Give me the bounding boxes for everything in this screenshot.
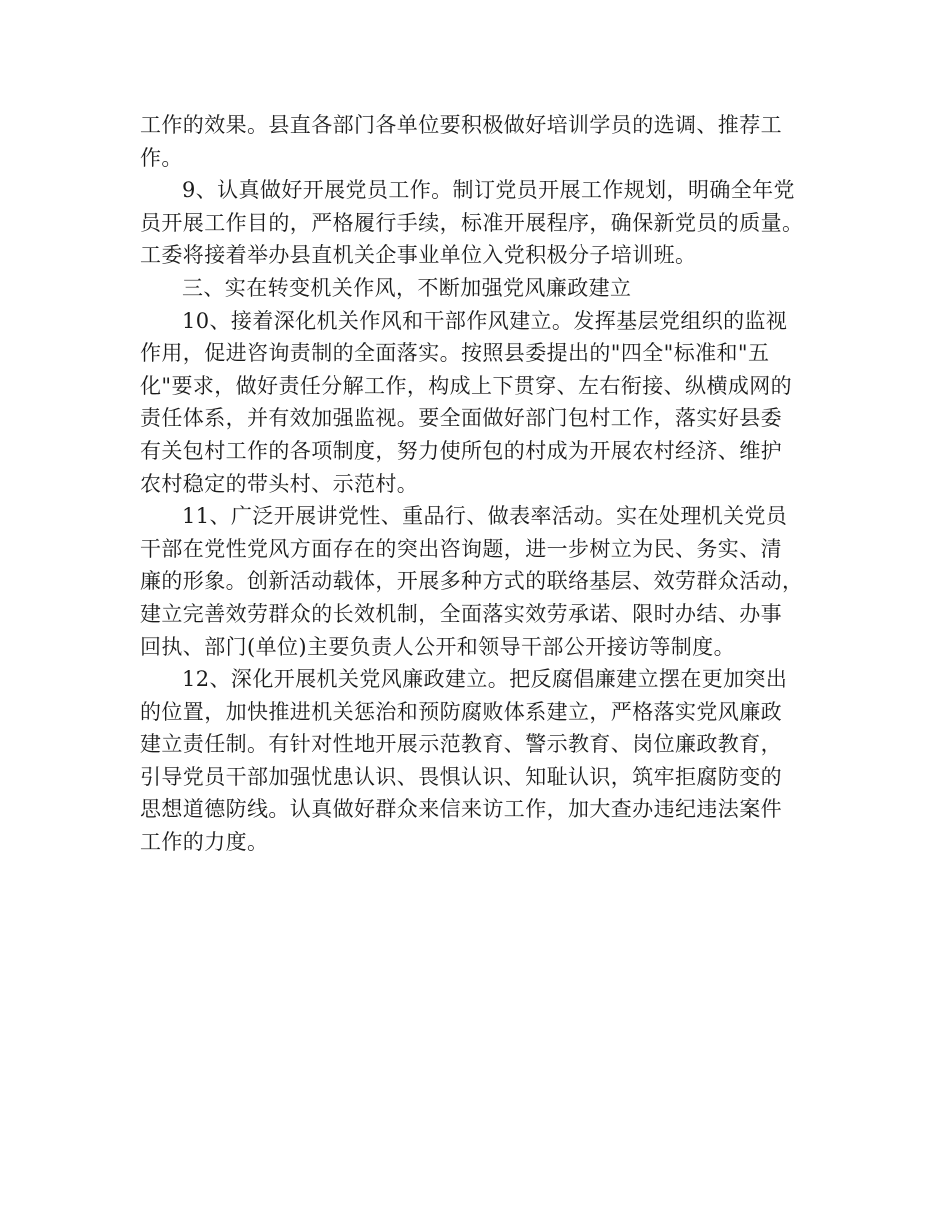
text-line: 干部在党性党风方面存在的突出咨询题，进一步树立为民、务实、清 (140, 536, 782, 561)
text-line: 工作的效果。县直各部门各单位要积极做好培训学员的选调、推荐工 (140, 113, 782, 137)
text-line: 引导党员干部加强忧患认识、畏惧认识、知耻认识，筑牢拒腐防变的 (140, 764, 782, 789)
text-line: 10、接着深化机关作风和干部作风建立。发挥基层党组织的监视 (182, 308, 788, 333)
text-line: 责任体系，并有效加强监视。要全面做好部门包村工作，落实好县委 (140, 406, 782, 431)
text-line: 回执、部门(单位)主要负责人公开和领导干部公开接访等制度。 (140, 634, 735, 659)
text-line: 工委将接着举办县直机关企事业单位入党积极分子培训班。 (140, 243, 697, 268)
text-line: 11、广泛开展讲党性、重品行、做表率活动。实在处理机关党员 (182, 504, 788, 529)
text-line: 有关包村工作的各项制度，努力使所包的村成为开展农村经济、维护 (140, 438, 782, 463)
text-line: 工作的力度。 (140, 830, 269, 855)
text-line: 的位置，加快推进机关惩治和预防腐败体系建立，严格落实党风廉政 (140, 699, 782, 724)
text-line: 思想道德防线。认真做好群众来信来访工作，加大查办违纪违法案件 (140, 797, 782, 822)
text-line: 建立责任制。有针对性地开展示范教育、警示教育、岗位廉政教育， (140, 732, 782, 757)
text-line: 农村稳定的带头村、示范村。 (140, 471, 419, 496)
text-line: 作。 (140, 145, 183, 170)
text-line: 9、认真做好开展党员工作。制订党员开展工作规划，明确全年党 (182, 178, 795, 203)
text-line: 廉的形象。创新活动载体，开展多种方式的联络基层、效劳群众活动， (140, 569, 804, 594)
section-heading: 三、实在转变机关作风，不断加强党风廉政建立 (182, 275, 632, 300)
document-body (140, 109, 830, 859)
text-line: 12、深化开展机关党风廉政建立。把反腐倡廉建立摆在更加突出 (182, 667, 788, 692)
text-line: 作用，促进咨询责制的全面落实。按照县委提出的"四全"标准和"五 (140, 341, 770, 366)
text-line: 员开展工作目的，严格履行手续，标准开展程序，确保新党员的质量。 (140, 210, 804, 235)
text-line: 化"要求，做好责任分解工作，构成上下贯穿、左右衔接、纵横成网的 (140, 373, 793, 398)
text-line: 建立完善效劳群众的长效机制，全面落实效劳承诺、限时办结、办事 (140, 601, 782, 626)
